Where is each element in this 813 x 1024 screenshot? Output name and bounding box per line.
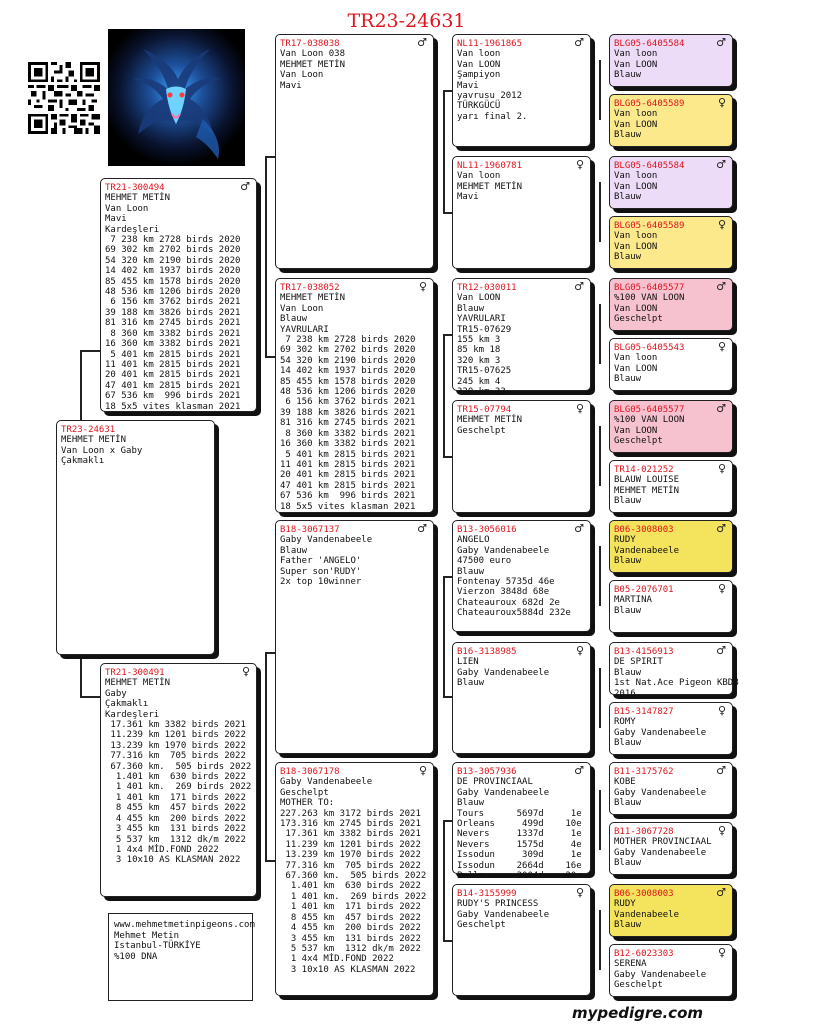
bird-details: DE SPIRIT Blauw 1st Nat.Ace Pigeon KBDB 2016 xyxy=(614,657,739,699)
connector xyxy=(443,940,452,942)
connector xyxy=(80,696,100,698)
pedigree-card-g3-3[interactable] xyxy=(452,278,591,398)
bird-details: Gaby Vandenabeele Blauw Father 'ANGELO' Super son'RUDY' 2x top 10winner xyxy=(280,535,373,588)
connector xyxy=(443,334,445,456)
ring-number: BLG05-6405584 xyxy=(614,39,685,49)
connector xyxy=(443,90,452,92)
pedigree-card-sire[interactable] xyxy=(100,178,257,412)
female-icon: ♀ xyxy=(241,665,250,678)
pedigree-card-g3-2[interactable] xyxy=(452,156,591,269)
bird-details: %100 VAN LOON Van LOON Geschelpt xyxy=(614,415,685,447)
pedigree-card-g3-4[interactable] xyxy=(452,400,591,513)
ring-number: B15-3147827 xyxy=(614,707,674,717)
pedigree-card-g3-1[interactable] xyxy=(452,34,591,147)
bird-details: MARTINA Blauw xyxy=(614,595,652,616)
female-icon: ♀ xyxy=(717,582,726,595)
male-icon: ♂ xyxy=(240,180,250,193)
male-icon: ♂ xyxy=(417,36,427,49)
female-icon: ♀ xyxy=(575,158,584,171)
ring-number: B13-3056016 xyxy=(457,525,517,535)
ring-number: B18-3067178 xyxy=(280,767,340,777)
connector xyxy=(265,356,275,358)
ring-number: B16-3138985 xyxy=(457,647,517,657)
ring-number: B06-3008003 xyxy=(614,889,674,899)
pedigree-card-g3-7[interactable] xyxy=(452,762,591,882)
ring-number: B11-3175762 xyxy=(614,767,674,777)
pedigree-card-g4-14[interactable] xyxy=(609,822,733,875)
connector xyxy=(265,652,275,654)
female-icon: ♀ xyxy=(575,402,584,415)
pedigree-card-g4-7[interactable] xyxy=(609,400,733,453)
pedigree-card-g4-15[interactable] xyxy=(609,884,733,937)
pedigree-card-grandsire-paternal[interactable] xyxy=(275,34,434,269)
ring-number: TR23-24631 xyxy=(61,425,116,435)
bird-details: Van loon Van LOON Blauw xyxy=(614,171,658,203)
breeder-info-footer: www.mehmetmetinpigeons.com Mehmet Metin Istanbul-TÜRKİYE %100 DNA xyxy=(108,913,253,1001)
bird-details: Gaby Vandenabeele Geschelpt MOTHER TO: 227.263 km 3172 birds 2021 173.316 km 2745 birds 2021 17.361 km 3382 birds 2021 11.239 km 1201 birds 2022 13.239 km 1970 birds 2022 77.316 km 705 birds 2022 67.360 km. 505 birds 2022 1.401 km 630 birds 2022 1 401 km. 269 birds 2022 1 401 km 171 birds 2022 8 455 km 457 birds 2022 4 455 km 200 birds 2022 3 455 km 131 birds 2022 5 537 km 1312 dk/m 2022 1 4x4 MİD.FOND 2022 3 10x10 AS KLASMAN 2022 xyxy=(280,777,427,975)
female-icon: ♀ xyxy=(418,280,427,293)
pedigree-card-g4-2[interactable] xyxy=(609,94,733,147)
pedigree-card-subject[interactable] xyxy=(56,420,215,655)
connector xyxy=(443,90,445,212)
bird-details: MEHMET METİN Van Loon x Gaby Çakmaklı xyxy=(61,435,143,467)
bird-details: MOTHER PROVINCIAAL Gaby Vandenabeele Blauw xyxy=(614,837,712,869)
ring-number: B05-2076701 xyxy=(614,585,674,595)
bird-details: BLAUW LOUISE MEHMET METİN Blauw xyxy=(614,475,680,507)
male-icon: ♂ xyxy=(417,522,427,535)
male-icon: ♂ xyxy=(574,764,584,777)
ring-number: B12-6023303 xyxy=(614,949,674,959)
pedigree-card-g4-16[interactable] xyxy=(609,944,733,997)
pedigree-card-g4-3[interactable] xyxy=(609,156,733,209)
ring-number: B14-3155999 xyxy=(457,889,517,899)
bird-details: MEHMET METİN Van Loon Blauw YAVRULARI 7 238 km 2728 birds 2020 69 302 km 2702 birds 2020 54 320 km 2190 birds 2020 14 402 km 1937 birds 2020 85 455 km 1578 birds 2020 48 536 km 1206 birds 2020 6 156 km 3762 birds 2021 39 188 km 3826 birds 2021 81 316 km 2745 birds 2021 8 360 km 3382 birds 2021 16 360 km 3382 birds 2021 5 401 km 2815 birds 2021 11 401 km 2815 birds 2021 20 401 km 2815 birds 2021 47 401 km 2815 birds 2021 67 536 km 996 birds 2021 18 5x5 vites klasman 2021 xyxy=(280,293,416,512)
connector xyxy=(265,156,267,356)
bird-details: Van loon Van LOON Blauw xyxy=(614,49,658,81)
female-icon: ♀ xyxy=(418,764,427,777)
connector xyxy=(443,820,445,940)
male-icon: ♂ xyxy=(716,522,726,535)
connector xyxy=(80,350,100,352)
pedigree-card-g4-13[interactable] xyxy=(609,762,733,815)
ring-number: TR21-300491 xyxy=(105,668,165,678)
bird-details: MEHMET METİN Gaby Çakmaklı Kardeşleri 17.361 km 3382 birds 2021 11.239 km 1201 birds 2022 13.239 km 1970 birds 2022 77.316 km 705 birds 2022 67.360 km. 505 birds 2022 1.401 km 630 birds 2022 1 401 km. 269 birds 2022 1 401 km 171 birds 2022 8 455 km 457 birds 2022 4 455 km 200 birds 2022 3 455 km 131 birds 2022 5 537 km 1312 dk/m 2022 1 4x4 MİD.FOND 2022 3 10x10 AS KLASMAN 2022 xyxy=(105,678,252,866)
connector xyxy=(443,576,452,578)
ring-number: BLG05-6405577 xyxy=(614,405,685,415)
pedigree-card-g3-8[interactable] xyxy=(452,884,591,996)
pedigree-card-granddam-maternal[interactable] xyxy=(275,762,434,996)
ring-number: B06-3008003 xyxy=(614,525,674,535)
female-icon: ♀ xyxy=(717,946,726,959)
bird-details: RUDY'S PRINCESS Gaby Vandenabeele Geschelpt xyxy=(457,899,550,931)
female-icon: ♀ xyxy=(575,644,584,657)
pedigree-card-dam[interactable] xyxy=(100,663,257,897)
pedigree-card-g4-10[interactable] xyxy=(609,580,733,633)
connector xyxy=(599,304,601,364)
bird-details: Van loon MEHMET METİN Mavi xyxy=(457,171,523,203)
female-icon: ♀ xyxy=(717,218,726,231)
bird-details: Van loon Van LOON Şampiyon Mavi yavrusu 2012 TÜRKGÜCÜ yarı final 2. xyxy=(457,49,528,122)
qr-code-icon xyxy=(28,62,100,134)
ring-number: TR14-021252 xyxy=(614,465,674,475)
male-icon: ♂ xyxy=(716,402,726,415)
pedigree-title: TR23-24631 xyxy=(347,10,466,32)
pedigree-card-g4-1[interactable] xyxy=(609,34,733,87)
dragon-photo xyxy=(108,29,245,166)
male-icon: ♂ xyxy=(716,280,726,293)
ring-number: TR12-030011 xyxy=(457,283,517,293)
ring-number: BLG05-6405584 xyxy=(614,161,685,171)
bird-details: Van LOON Blauw YAVRULARI TR15-07629 155 km 3 85 km 18 320 km 3 TR15-07625 245 km 4 320 km 33 xyxy=(457,293,512,398)
pedigree-card-grandsire-maternal[interactable] xyxy=(275,520,434,754)
female-icon: ♀ xyxy=(575,886,584,899)
connector xyxy=(443,576,445,696)
male-icon: ♂ xyxy=(716,886,726,899)
ring-number: BLG05-6405577 xyxy=(614,283,685,293)
bird-details: RUDY Vandenabeele Blauw xyxy=(614,899,680,931)
connector xyxy=(599,910,601,970)
female-icon: ♀ xyxy=(717,96,726,109)
male-icon: ♂ xyxy=(716,644,726,657)
male-icon: ♂ xyxy=(716,764,726,777)
connector xyxy=(443,456,452,458)
connector xyxy=(443,820,452,822)
male-icon: ♂ xyxy=(574,280,584,293)
bird-details: LIEN Gaby Vandenabeele Blauw xyxy=(457,657,550,689)
male-icon: ♂ xyxy=(574,522,584,535)
pedigree-card-g4-12[interactable] xyxy=(609,702,733,755)
bird-details: %100 VAN LOON Van LOON Geschelpt xyxy=(614,293,685,325)
bird-details: MEHMET METİN Geschelpt xyxy=(457,415,523,436)
pedigree-card-g3-5[interactable] xyxy=(452,520,591,632)
ring-number: B11-3067728 xyxy=(614,827,674,837)
ring-number: TR17-038038 xyxy=(280,39,340,49)
connector xyxy=(599,426,601,486)
bird-details: Van Loon 038 MEHMET METİN Van Loon Mavi xyxy=(280,49,346,91)
ring-number: B18-3067137 xyxy=(280,525,340,535)
female-icon: ♀ xyxy=(717,704,726,717)
ring-number: TR21-300494 xyxy=(105,183,165,193)
bird-details: MEHMET METİN Van Loon Mavi Kardeşleri 7 238 km 2728 birds 2020 69 302 km 2702 birds 2020 54 320 km 2190 birds 2020 14 402 km 1937 birds 2020 85 455 km 1578 birds 2020 48 536 km 1206 birds 2020 6 156 km 3762 birds 2021 39 188 km 3826 birds 2021 81 316 km 2745 birds 2021 8 360 km 3382 birds 2021 16 360 km 3382 birds 2021 5 401 km 2815 birds 2021 11 401 km 2815 birds 2021 20 401 km 2815 birds 2021 47 401 km 2815 birds 2021 67 536 km 996 birds 2021 18 5x5 vites klasman 2021 xyxy=(105,193,241,412)
connector xyxy=(599,546,601,606)
bird-details: Van loon Van LOON Blauw xyxy=(614,353,658,385)
female-icon: ♀ xyxy=(717,824,726,837)
pedigree-card-g4-5[interactable] xyxy=(609,278,733,331)
connector xyxy=(443,696,452,698)
bird-details: SERENA Gaby Vandenabeele Geschelpt xyxy=(614,959,707,991)
connector xyxy=(599,668,601,728)
pedigree-card-granddam-paternal[interactable] xyxy=(275,278,434,513)
pedigree-card-g4-9[interactable] xyxy=(609,520,733,573)
connector xyxy=(599,60,601,120)
bird-details: Van loon Van LOON Blauw xyxy=(614,109,658,141)
brand-logo-text: mypedigre.com xyxy=(571,1004,703,1022)
ring-number: B13-3057936 xyxy=(457,767,517,777)
connector xyxy=(265,156,275,158)
connector xyxy=(265,860,275,862)
bird-details: KOBE Gaby Vandenabeele Blauw xyxy=(614,777,707,809)
ring-number: BLG05-6405589 xyxy=(614,99,685,109)
connector xyxy=(599,790,601,850)
pedigree-card-g4-6[interactable] xyxy=(609,338,733,391)
bird-details: ANGELO Gaby Vandenabeele 47500 euro Blauw Fontenay 5735d 46e Vierzon 3848d 68e Chateauroux 682d 2e Chateauroux5884d 232e xyxy=(457,535,571,619)
male-icon: ♂ xyxy=(574,36,584,49)
ring-number: B13-4156913 xyxy=(614,647,674,657)
bird-details: DE PROVINCIAAL Gaby Vandenabeele Blauw Tours 5697d 1e Orleans 499d 10e Nevers 1337d 1e Nevers 1575d 4e Issodun 309d 1e Issodun 2664d 16e Bulle 3004d 20e xyxy=(457,777,582,882)
bird-details: ROMY Gaby Vandenabeele Blauw xyxy=(614,717,707,749)
female-icon: ♀ xyxy=(717,462,726,475)
ring-number: TR15-07794 xyxy=(457,405,512,415)
bird-details: Van loon Van LOON Blauw xyxy=(614,231,658,263)
male-icon: ♂ xyxy=(716,158,726,171)
ring-number: NL11-1961865 xyxy=(457,39,523,49)
female-icon: ♀ xyxy=(717,340,726,353)
pedigree-card-g4-11[interactable] xyxy=(609,642,739,699)
connector xyxy=(599,182,601,242)
connector xyxy=(443,212,452,214)
ring-number: NL11-1960781 xyxy=(457,161,523,171)
ring-number: BLG05-6405589 xyxy=(614,221,685,231)
male-icon: ♂ xyxy=(716,36,726,49)
bird-details: RUDY Vandenabeele Blauw xyxy=(614,535,680,567)
pedigree-card-g4-8[interactable] xyxy=(609,460,733,513)
ring-number: BLG05-6405543 xyxy=(614,343,685,353)
connector xyxy=(443,334,452,336)
connector xyxy=(265,652,267,860)
pedigree-card-g3-6[interactable] xyxy=(452,642,591,754)
ring-number: TR17-038052 xyxy=(280,283,340,293)
pedigree-card-g4-4[interactable] xyxy=(609,216,733,269)
